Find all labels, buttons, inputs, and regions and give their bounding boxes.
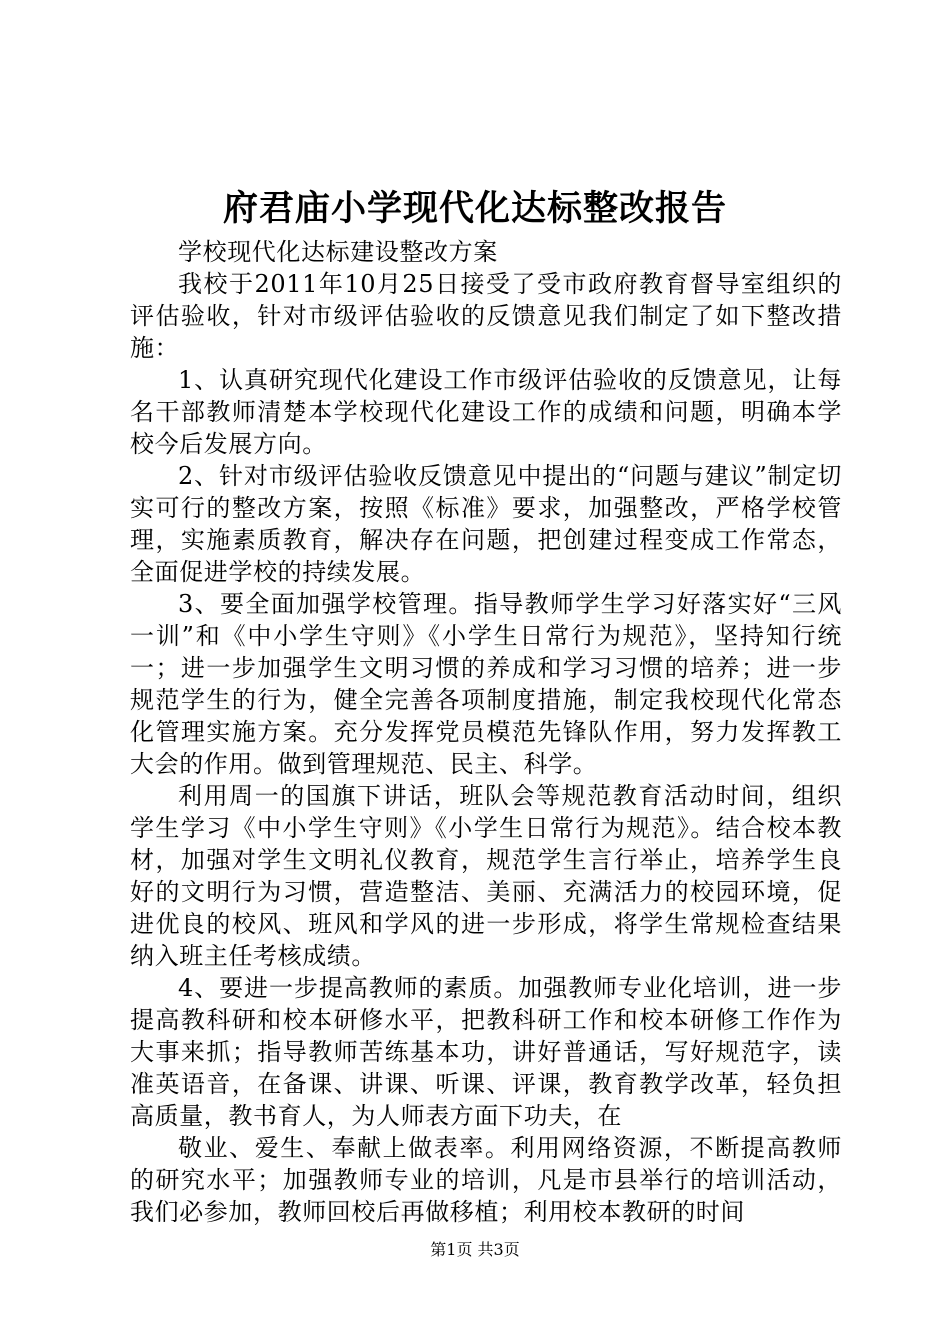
document-title: 府君庙小学现代化达标整改报告: [222, 188, 727, 229]
paragraph-item-3: 3、要全面加强学校管理。指导教师学生学习好落实好“三风一训”和《中小学生守则》《小学生日常行为规范》，坚持知行统一；进一步加强学生文明习惯的养成和学习习惯的培养；进一步规范学生的行为，健全完善各项制度措施，制定我校现代化常态化管理实施方案。充分发挥党员模范先锋队作用，努力发挥教工大会的作用。做到管理规范、民主、科学。: [130, 590, 842, 778]
paragraph-flag-speech: 利用周一的国旗下讲话，班队会等规范教育活动时间，组织学生学习《中小学生守则》《小学生日常行为规范》。结合校本教材，加强对学生文明礼仪教育，规范学生言行举止，培养学生良好的文明行为习惯，营造整洁、美丽、充满活力的校园环境，促进优良的校风、班风和学风的进一步形成，将学生常规检查结果纳入班主任考核成绩。: [130, 782, 842, 970]
document-body: [130, 236, 842, 1228]
paragraph-subtitle: 学校现代化达标建设整改方案: [178, 238, 498, 266]
paragraph-item-1: 1、认真研究现代化建设工作市级评估验收的反馈意见，让每名干部教师清楚本学校现代化建设工作的成绩和问题，明确本学校今后发展方向。: [130, 366, 842, 458]
paragraph-intro: 我校于2011年10月25日接受了受市政府教育督导室组织的评估验收，针对市级评估验收的反馈意见我们制定了如下整改措施：: [130, 270, 842, 362]
page-number: 第1页 共3页: [430, 1240, 520, 1259]
paragraph-item-4: 4、要进一步提高教师的素质。加强教师专业化培训，进一步提高教科研和校本研修水平，把教科研工作和校本研修工作作为大事来抓；指导教师苦练基本功，讲好普通话，写好规范字，读准英语音，在备课、讲课、听课、评课，教育教学改革，轻负担高质量，教书育人，为人师表方面下功夫，在: [130, 974, 842, 1130]
paragraph-continuation: 敬业、爱生、奉献上做表率。利用网络资源，不断提高教师的研究水平；加强教师专业的培训，凡是市县举行的培训活动，我们必参加，教师回校后再做移植；利用校本教研的时间: [130, 1134, 842, 1226]
paragraph-item-2: 2、针对市级评估验收反馈意见中提出的“问题与建议”制定切实可行的整改方案，按照《标准》要求，加强整改，严格学校管理，实施素质教育，解决存在问题，把创建过程变成工作常态，全面促进学校的持续发展。: [130, 462, 842, 586]
